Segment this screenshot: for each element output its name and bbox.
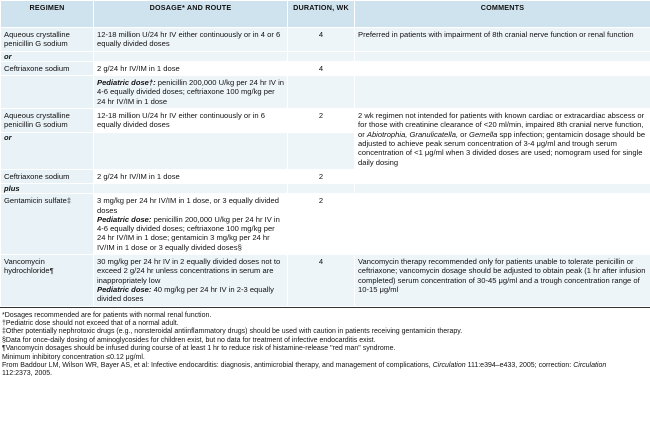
- table-row: [1, 76, 650, 109]
- footnote: §Data for once-daily dosing of aminoglycosides for children exist, but no data for treatment of infective endocarditis exist.: [2, 336, 376, 344]
- pediatric-dose-label: Pediatric dose:: [97, 214, 152, 224]
- regimen-cell: Gentamicin sulfate‡: [1, 194, 94, 255]
- footnote: Minimum inhibitory concentration ≤0.12 μg/ml.: [2, 353, 145, 361]
- source-citation: From Baddour LM, Wilson WR, Bayer AS, et al: Infective endocarditis: diagnosis, antimicrobial therapy, and management of complications, Circulation 111:e394–e433, 2005; correction: Circulation: [2, 361, 607, 369]
- regimen-cell: Ceftriaxone sodium: [1, 61, 94, 75]
- duration-cell: 4: [288, 61, 355, 75]
- regimen-cell: Aqueous crystalline penicillin G sodium: [1, 28, 94, 52]
- footnotes: [0, 308, 650, 379]
- connector-or: or: [1, 51, 94, 61]
- footnote: †Pediatric dose should not exceed that of a normal adult.: [2, 319, 179, 327]
- footnote: ¶Vancomycin dosages should be infused during course of at least 1 hr to reduce risk of histamine-release "red man" syndrome.: [2, 345, 396, 353]
- regimen-cell: Vancomycin hydrochloride¶: [1, 255, 94, 306]
- pediatric-dose-label: Pediatric dose:: [97, 284, 152, 294]
- table-row: [1, 28, 650, 52]
- comments-cell: Vancomycin therapy recommended only for patients unable to tolerate penicillin or ceftriaxone; vancomycin dosage should be adjusted to obtain peak (1 hr after infusion completed) serum concentration of 30-45 μg/ml and a trough concentration range of 10-15 μg/ml: [355, 255, 650, 306]
- duration-cell: 4: [288, 28, 355, 52]
- header-regimen: REGIMEN: [1, 1, 94, 28]
- duration-cell: 2: [288, 109, 355, 133]
- pediatric-dose-text: penicillin 200,000 U/kg per 24 hr IV in 4-6 equally divided doses; ceftriaxone 100 mg/kg per 24 hr IV/IM in 1 dose; gentamicin 3 mg/kg per 24 hr IV/IM in 1 dose or 3 equally divided doses§: [97, 214, 280, 252]
- table-row: [1, 255, 650, 306]
- connector-or: or: [1, 132, 94, 169]
- connector-row: [1, 183, 650, 193]
- pediatric-dose-text: 40 mg/kg per 24 hr IV in 2-3 equally divided doses: [97, 284, 274, 304]
- duration-cell: 2: [288, 194, 355, 255]
- duration-cell: 4: [288, 255, 355, 306]
- footnote: *Dosages recommended are for patients with normal renal function.: [2, 311, 212, 319]
- dosage-cell: 2 g/24 hr IV/IM in 1 dose: [94, 61, 288, 75]
- comments-cell: Preferred in patients with impairment of 8th cranial nerve function or renal function: [355, 28, 650, 52]
- regimen-cell: Aqueous crystalline penicillin G sodium: [1, 109, 94, 133]
- pediatric-dose-label: Pediatric dose†:: [97, 78, 156, 88]
- connector-row: [1, 51, 650, 61]
- duration-cell: 2: [288, 169, 355, 183]
- dosage-cell: 2 g/24 hr IV/IM in 1 dose: [94, 169, 288, 183]
- dosage-cell: 12-18 million U/24 hr IV either continuously or in 4 or 6 equally divided doses: [94, 28, 288, 52]
- header-duration: DURATION, WK: [288, 1, 355, 28]
- pediatric-dose-cell: [94, 76, 288, 109]
- header-dosage: DOSAGE* AND ROUTE: [94, 1, 288, 28]
- comments-cell: 2 wk regimen not intended for patients with known cardiac or extracardiac abscess or for those with creatinine clearance of <20 ml/min, impaired 8th cranial nerve function, or Abiotrophia, Granulicatella, or Gemella spp infection; gentamicin dosage should be adjusted to achieve peak serum concentration of 3-4 μg/ml and trough serum concentration of <1 μg/ml when 3 divided doses are used; nomogram used for single daily dosing: [355, 109, 650, 184]
- footnote: ‡Other potentially nephrotoxic drugs (e.g., nonsteroidal antiinflammatory drugs) should be used with caution in patients receiving gentamicin therapy.: [2, 328, 463, 336]
- dosage-cell: 3 mg/kg per 24 hr IV/IM in 1 dose, or 3 equally divided doses Pediatric dose: penicillin 200,000 U/kg per 24 hr IV in 4-6 equally divided doses; ceftriaxone 100 mg/kg per 24 hr IV/IM in 1 dose; gentamicin 3 mg/kg per 24 hr IV/IM in 1 dose or 3 equally divided doses§: [94, 194, 288, 255]
- regimen-cell: Ceftriaxone sodium: [1, 169, 94, 183]
- dosage-cell: 12-18 million U/24 hr IV either continuously or in 6 equally divided doses: [94, 109, 288, 133]
- table-row: [1, 109, 650, 133]
- header-row: [1, 1, 650, 28]
- source-citation-cont: 112:2373, 2005.: [2, 370, 53, 378]
- table-row: [1, 194, 650, 255]
- connector-plus: plus: [1, 183, 94, 193]
- dosage-cell: 30 mg/kg per 24 hr IV in 2 equally divided doses not to exceed 2 g/24 hr unless concentrations in serum are inappropriately low Pediatric dose: 40 mg/kg per 24 hr IV in 2-3 equally divided doses: [94, 255, 288, 306]
- table-row: [1, 61, 650, 75]
- header-comments: COMMENTS: [355, 1, 650, 28]
- pediatric-dose-text: penicillin 200,000 U/kg per 24 hr IV in 4-6 equally divided doses; ceftriaxone 100 mg/kg per 24 hr IV/IM in 1 dose: [97, 78, 285, 106]
